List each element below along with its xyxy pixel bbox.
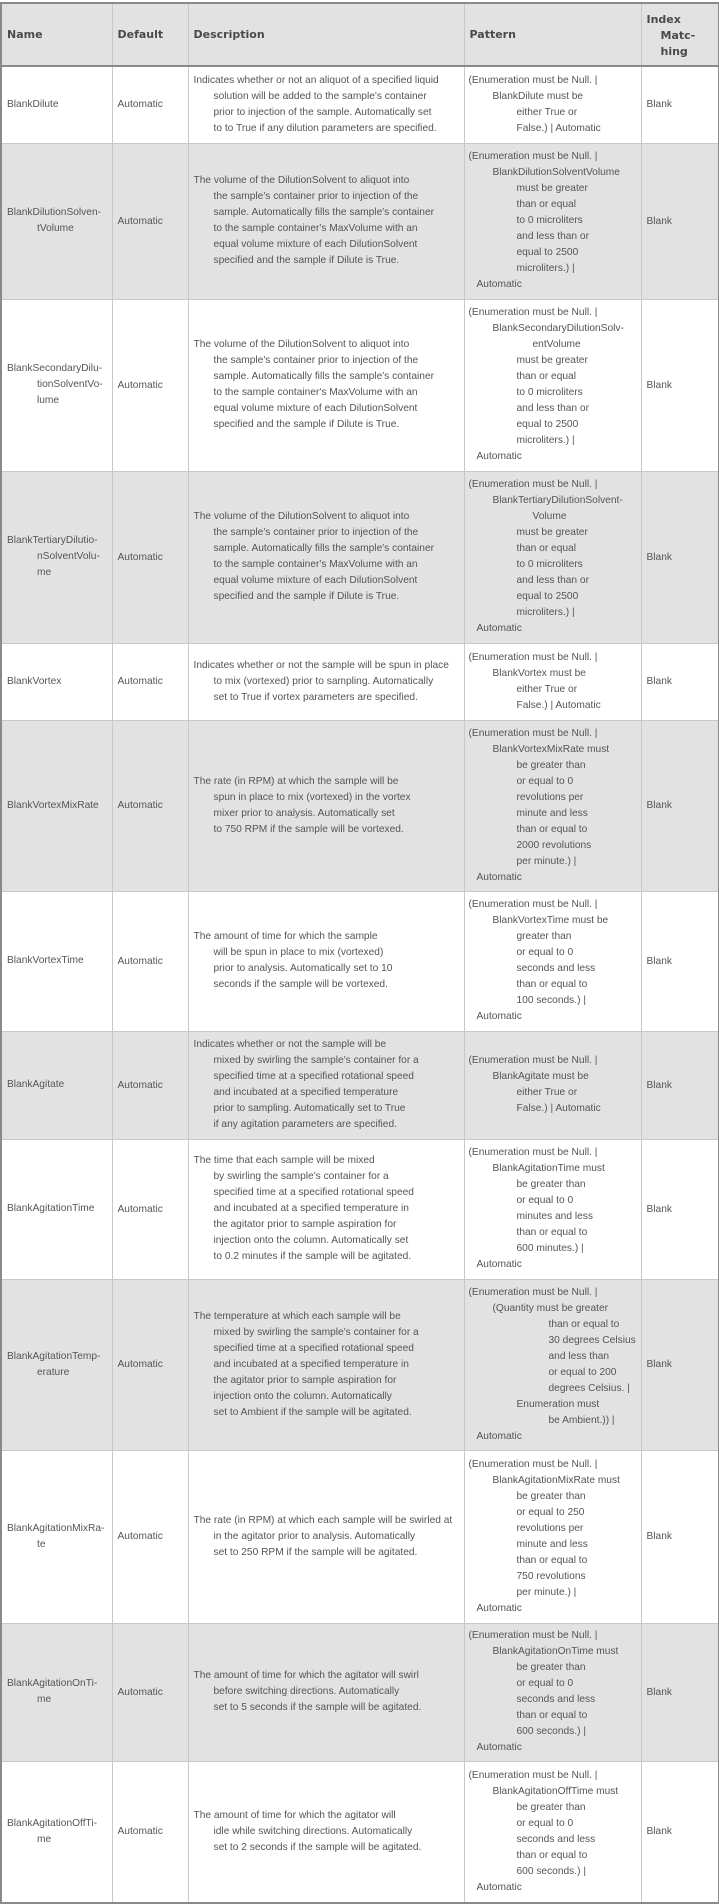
- cell-description: [188, 643, 464, 720]
- pattern-line: BlankSecondaryDilutionSolv-: [492, 323, 624, 334]
- description-line: The amount of time for which the sample: [193, 931, 378, 942]
- pattern-line: either True or: [516, 683, 578, 695]
- table-row: [1, 1139, 719, 1279]
- description-line: spun in place to mix (vortexed) in the vortex: [213, 791, 411, 803]
- cell-default: Automatic: [112, 471, 188, 643]
- description-line: Indicates whether or not an aliquot of a specified liquid: [193, 74, 439, 86]
- cell-description: [188, 471, 464, 643]
- pattern-line: (Enumeration must be Null. |: [468, 151, 598, 162]
- pattern-line: must be greater: [516, 183, 588, 194]
- pattern-line: to 0 microliters: [516, 215, 583, 226]
- pattern-line: Automatic: [476, 1881, 522, 1893]
- cell-pattern: [464, 66, 641, 143]
- cell-name: [1, 1139, 112, 1279]
- header-name: Name: [1, 3, 112, 66]
- name-line: me: [37, 1833, 52, 1845]
- description-line: mixed by swirling the sample's container for a: [213, 1326, 419, 1338]
- description-line: to the sample container's MaxVolume with an: [213, 223, 418, 234]
- pattern-line: to 0 microliters: [516, 559, 583, 570]
- pattern-line: BlankVortexTime must be: [492, 915, 609, 926]
- pattern-line: BlankAgitationOnTime must: [492, 1646, 619, 1657]
- cell-name: [1, 1761, 112, 1903]
- header-index-matching-line: hing: [660, 44, 688, 58]
- cell-pattern: [464, 720, 641, 891]
- pattern-line: be greater than: [516, 759, 586, 771]
- description-line: set to True if vortex parameters are specified.: [213, 691, 418, 703]
- description-line: specified time at a specified rotational speed: [213, 1187, 414, 1198]
- cell-index-matching: Blank: [641, 1761, 719, 1903]
- pattern-line: seconds and less: [516, 1833, 596, 1845]
- description-line: to to True if any dilution parameters are specified.: [213, 122, 437, 134]
- description-line: sample. Automatically fills the sample's container: [213, 371, 435, 382]
- pattern-line: (Enumeration must be Null. |: [468, 651, 598, 663]
- description-line: Indicates whether or not the sample will be spun in place: [193, 659, 449, 671]
- table-row: [1, 471, 719, 643]
- cell-default: Automatic: [112, 1279, 188, 1450]
- table-row: [1, 1031, 719, 1139]
- name-line: BlankAgitate: [7, 1079, 65, 1090]
- cell-description: [188, 1623, 464, 1761]
- cell-default: Automatic: [112, 143, 188, 299]
- name-line: BlankTertiaryDilutio-: [7, 535, 98, 546]
- cell-description: [188, 1279, 464, 1450]
- description-line: to 0.2 minutes if the sample will be agitated.: [213, 1251, 412, 1262]
- pattern-line: (Enumeration must be Null. |: [468, 1286, 598, 1298]
- cell-pattern: [464, 1031, 641, 1139]
- cell-name: [1, 720, 112, 891]
- pattern-line: either True or: [516, 1087, 578, 1098]
- pattern-line: be Ambient.)) |: [548, 1414, 615, 1426]
- pattern-line: (Enumeration must be Null. |: [468, 727, 598, 739]
- description-line: the sample's container prior to injection of the: [213, 527, 419, 538]
- cell-index-matching: Blank: [641, 66, 719, 143]
- header-index-matching-line: Matc-: [660, 28, 696, 42]
- pattern-line: than or equal: [516, 543, 576, 554]
- options-table: [0, 2, 719, 1904]
- pattern-line: minute and less: [516, 807, 588, 819]
- pattern-line: 750 revolutions: [516, 1570, 586, 1582]
- pattern-line: or equal to 250: [516, 1506, 585, 1518]
- description-line: The time that each sample will be mixed: [193, 1155, 375, 1166]
- pattern-line: 30 degrees Celsius: [548, 1334, 636, 1346]
- table-row: [1, 143, 719, 299]
- description-line: the sample's container prior to injection of the: [213, 191, 419, 202]
- cell-index-matching: Blank: [641, 1279, 719, 1450]
- cell-name: [1, 471, 112, 643]
- pattern-line: equal to 2500: [516, 247, 579, 258]
- pattern-line: Automatic: [476, 1430, 522, 1442]
- pattern-line: be greater than: [516, 1801, 586, 1813]
- cell-description: [188, 1139, 464, 1279]
- pattern-line: 2000 revolutions: [516, 839, 592, 851]
- table-row: [1, 891, 719, 1031]
- table-row: [1, 1761, 719, 1903]
- cell-pattern: [464, 1450, 641, 1623]
- cell-index-matching: Blank: [641, 1031, 719, 1139]
- pattern-line: 600 minutes.) |: [516, 1243, 584, 1254]
- cell-pattern: [464, 471, 641, 643]
- pattern-line: Automatic: [476, 1742, 522, 1753]
- name-line: BlankAgitationOnTi-: [7, 1678, 98, 1689]
- pattern-line: than or equal to: [516, 1710, 588, 1721]
- description-line: specified time at a specified rotational speed: [213, 1071, 414, 1082]
- description-line: idle while switching directions. Automatically: [213, 1825, 413, 1837]
- cell-name: [1, 643, 112, 720]
- description-line: The rate (in RPM) at which the sample will be: [193, 775, 399, 787]
- description-line: by swirling the sample's container for a: [213, 1171, 389, 1182]
- name-line: BlankAgitationOffTi-: [7, 1817, 98, 1829]
- pattern-line: Automatic: [476, 451, 522, 462]
- pattern-line: microliters.) |: [516, 263, 575, 274]
- cell-default: Automatic: [112, 1450, 188, 1623]
- cell-description: [188, 891, 464, 1031]
- pattern-line: minutes and less: [516, 1211, 593, 1222]
- pattern-line: than or equal to: [548, 1318, 620, 1330]
- cell-description: [188, 1761, 464, 1903]
- description-line: The temperature at which each sample will be: [193, 1310, 401, 1322]
- description-line: set to Ambient if the sample will be agitated.: [213, 1406, 412, 1418]
- pattern-line: Enumeration must: [516, 1398, 600, 1410]
- pattern-line: to 0 microliters: [516, 387, 583, 398]
- description-line: specified and the sample if Dilute is True.: [213, 419, 400, 430]
- pattern-line: (Enumeration must be Null. |: [468, 1147, 598, 1158]
- pattern-line: Automatic: [476, 871, 522, 883]
- pattern-line: equal to 2500: [516, 419, 579, 430]
- name-line: erature: [37, 1366, 70, 1378]
- pattern-line: False.) | Automatic: [516, 1103, 601, 1114]
- pattern-line: equal to 2500: [516, 591, 579, 602]
- description-line: The amount of time for which the agitator will swirl: [193, 1670, 419, 1681]
- description-line: equal volume mixture of each DilutionSolvent: [213, 239, 418, 250]
- pattern-line: must be greater: [516, 355, 588, 366]
- pattern-line: (Enumeration must be Null. |: [468, 899, 598, 910]
- description-line: The volume of the DilutionSolvent to aliquot into: [193, 511, 410, 522]
- pattern-line: BlankAgitationOffTime must: [492, 1785, 619, 1797]
- description-line: set to 5 seconds if the sample will be agitated.: [213, 1702, 422, 1713]
- description-line: specified and the sample if Dilute is True.: [213, 255, 400, 266]
- cell-default: Automatic: [112, 643, 188, 720]
- name-line: BlankAgitationTime: [7, 1203, 95, 1214]
- table-row: [1, 720, 719, 891]
- pattern-line: (Enumeration must be Null. |: [468, 307, 598, 318]
- description-line: and incubated at a specified temperature in: [213, 1358, 409, 1370]
- pattern-line: seconds and less: [516, 1694, 596, 1705]
- description-line: mixed by swirling the sample's container for a: [213, 1055, 419, 1066]
- pattern-line: 100 seconds.) |: [516, 995, 586, 1006]
- name-line: tVolume: [37, 223, 74, 234]
- cell-pattern: [464, 1623, 641, 1761]
- description-line: injection onto the column. Automatically set: [213, 1235, 409, 1246]
- description-line: seconds if the sample will be vortexed.: [213, 979, 388, 990]
- description-line: to the sample container's MaxVolume with an: [213, 559, 418, 570]
- pattern-line: BlankVortexMixRate must: [492, 743, 610, 755]
- description-line: the agitator prior to sample aspiration for: [213, 1219, 397, 1230]
- pattern-line: microliters.) |: [516, 607, 575, 618]
- cell-pattern: [464, 643, 641, 720]
- description-line: set to 250 RPM if the sample will be agitated.: [213, 1546, 418, 1558]
- pattern-line: 600 seconds.) |: [516, 1726, 586, 1737]
- description-line: The amount of time for which the agitator will: [193, 1809, 396, 1821]
- description-line: specified and the sample if Dilute is True.: [213, 591, 400, 602]
- cell-name: [1, 66, 112, 143]
- pattern-line: Automatic: [476, 1259, 522, 1270]
- cell-name: [1, 1450, 112, 1623]
- name-line: me: [37, 567, 52, 578]
- name-line: lume: [37, 395, 60, 406]
- pattern-line: than or equal to: [516, 1849, 588, 1861]
- pattern-line: microliters.) |: [516, 435, 575, 446]
- description-line: mixer prior to analysis. Automatically set: [213, 807, 395, 819]
- cell-name: [1, 143, 112, 299]
- name-line: te: [37, 1538, 46, 1550]
- cell-description: [188, 143, 464, 299]
- pattern-line: than or equal to: [516, 1554, 588, 1566]
- cell-default: Automatic: [112, 1139, 188, 1279]
- name-line: BlankSecondaryDilu-: [7, 363, 103, 374]
- cell-index-matching: Blank: [641, 720, 719, 891]
- pattern-line: or equal to 0: [516, 1195, 574, 1206]
- pattern-line: (Enumeration must be Null. |: [468, 1055, 598, 1066]
- cell-index-matching: Blank: [641, 891, 719, 1031]
- cell-index-matching: Blank: [641, 299, 719, 471]
- description-line: the sample's container prior to injection of the: [213, 355, 419, 366]
- description-line: sample. Automatically fills the sample's container: [213, 543, 435, 554]
- pattern-line: BlankDilute must be: [492, 90, 584, 102]
- pattern-line: or equal to 0: [516, 1817, 574, 1829]
- pattern-line: False.) | Automatic: [516, 699, 601, 711]
- cell-index-matching: Blank: [641, 1450, 719, 1623]
- description-line: before switching directions. Automatically: [213, 1686, 400, 1697]
- pattern-line: greater than: [516, 931, 572, 942]
- pattern-line: or equal to 200: [548, 1366, 617, 1378]
- name-line: BlankDilute: [7, 98, 59, 110]
- pattern-line: revolutions per: [516, 1522, 584, 1534]
- pattern-line: Volume: [532, 511, 567, 522]
- description-line: to the sample container's MaxVolume with an: [213, 387, 418, 398]
- name-line: tionSolventVo-: [37, 379, 103, 390]
- name-line: me: [37, 1694, 52, 1705]
- pattern-line: than or equal: [516, 199, 576, 210]
- cell-pattern: [464, 299, 641, 471]
- cell-pattern: [464, 891, 641, 1031]
- pattern-line: be greater than: [516, 1662, 586, 1673]
- cell-default: Automatic: [112, 299, 188, 471]
- description-line: injection onto the column. Automatically: [213, 1390, 392, 1402]
- description-line: sample. Automatically fills the sample's container: [213, 207, 435, 218]
- pattern-line: or equal to 0: [516, 947, 574, 958]
- pattern-line: and less than or: [516, 231, 589, 242]
- cell-pattern: [464, 1279, 641, 1450]
- header-index-matching-line: Index: [646, 12, 681, 26]
- description-line: prior to analysis. Automatically set to 10: [213, 963, 393, 974]
- pattern-line: minute and less: [516, 1538, 588, 1550]
- pattern-line: Automatic: [476, 1011, 522, 1022]
- table-row: [1, 1450, 719, 1623]
- cell-index-matching: Blank: [641, 643, 719, 720]
- pattern-line: than or equal to: [516, 1227, 588, 1238]
- header-index-matching: [641, 3, 719, 66]
- table-row: [1, 66, 719, 143]
- description-line: and incubated at a specified temperature in: [213, 1203, 409, 1214]
- pattern-line: BlankAgitationTime must: [492, 1163, 605, 1174]
- pattern-line: (Enumeration must be Null. |: [468, 1769, 598, 1781]
- cell-pattern: [464, 1139, 641, 1279]
- pattern-line: BlankDilutionSolventVolume: [492, 167, 620, 178]
- table-row: [1, 1279, 719, 1450]
- pattern-line: 600 seconds.) |: [516, 1865, 586, 1877]
- description-line: solution will be added to the sample's container: [213, 90, 427, 102]
- pattern-line: (Quantity must be greater: [492, 1302, 609, 1314]
- cell-name: [1, 891, 112, 1031]
- pattern-line: BlankTertiaryDilutionSolvent-: [492, 495, 623, 506]
- pattern-line: entVolume: [532, 339, 581, 350]
- pattern-line: BlankAgitationMixRate must: [492, 1474, 620, 1486]
- pattern-line: and less than or: [516, 575, 589, 586]
- name-line: nSolventVolu-: [37, 551, 100, 562]
- cell-default: Automatic: [112, 720, 188, 891]
- name-line: BlankAgitationTemp-: [7, 1350, 101, 1362]
- pattern-line: must be greater: [516, 527, 588, 538]
- pattern-line: be greater than: [516, 1490, 586, 1502]
- table-row: [1, 643, 719, 720]
- pattern-line: per minute.) |: [516, 1586, 577, 1598]
- description-line: and incubated at a specified temperature: [213, 1087, 399, 1098]
- cell-index-matching: Blank: [641, 143, 719, 299]
- pattern-line: and less than: [548, 1350, 610, 1362]
- cell-description: [188, 299, 464, 471]
- pattern-line: than or equal: [516, 371, 576, 382]
- pattern-line: Automatic: [476, 623, 522, 634]
- pattern-line: or equal to 0: [516, 775, 574, 787]
- description-line: in the agitator prior to analysis. Automatically: [213, 1530, 416, 1542]
- description-line: to mix (vortexed) prior to sampling. Automatically: [213, 675, 434, 687]
- cell-name: [1, 299, 112, 471]
- pattern-line: False.) | Automatic: [516, 122, 601, 134]
- pattern-line: revolutions per: [516, 791, 584, 803]
- pattern-line: (Enumeration must be Null. |: [468, 74, 598, 86]
- cell-pattern: [464, 143, 641, 299]
- cell-name: [1, 1031, 112, 1139]
- name-line: BlankVortexMixRate: [7, 799, 99, 811]
- cell-name: [1, 1623, 112, 1761]
- description-line: prior to sampling. Automatically set to True: [213, 1103, 406, 1114]
- pattern-line: than or equal to: [516, 979, 588, 990]
- cell-description: [188, 720, 464, 891]
- pattern-line: either True or: [516, 106, 578, 118]
- pattern-line: be greater than: [516, 1179, 586, 1190]
- cell-index-matching: Blank: [641, 1623, 719, 1761]
- header-row: [1, 3, 719, 66]
- table-row: [1, 299, 719, 471]
- pattern-line: (Enumeration must be Null. |: [468, 1458, 598, 1470]
- cell-default: Automatic: [112, 66, 188, 143]
- name-line: BlankDilutionSolven-: [7, 207, 102, 218]
- cell-default: Automatic: [112, 1761, 188, 1903]
- description-line: the agitator prior to sample aspiration for: [213, 1374, 397, 1386]
- cell-description: [188, 1031, 464, 1139]
- name-line: BlankVortex: [7, 675, 62, 687]
- pattern-line: degrees Celsius. |: [548, 1382, 630, 1394]
- description-line: The volume of the DilutionSolvent to aliquot into: [193, 339, 410, 350]
- description-line: will be spun in place to mix (vortexed): [213, 947, 384, 958]
- name-line: BlankVortexTime: [7, 955, 84, 966]
- description-line: Indicates whether or not the sample will be: [193, 1039, 387, 1050]
- pattern-line: than or equal to: [516, 823, 588, 835]
- table-header: [1, 3, 719, 66]
- table-body: [1, 66, 719, 1903]
- pattern-line: BlankAgitate must be: [492, 1071, 589, 1082]
- cell-pattern: [464, 1761, 641, 1903]
- description-line: set to 2 seconds if the sample will be agitated.: [213, 1841, 422, 1853]
- table-row: [1, 1623, 719, 1761]
- pattern-line: and less than or: [516, 403, 589, 414]
- pattern-line: Automatic: [476, 279, 522, 290]
- header-description: Description: [188, 3, 464, 66]
- cell-name: [1, 1279, 112, 1450]
- pattern-line: per minute.) |: [516, 855, 577, 867]
- description-line: equal volume mixture of each DilutionSolvent: [213, 575, 418, 586]
- cell-index-matching: Blank: [641, 471, 719, 643]
- cell-default: Automatic: [112, 1623, 188, 1761]
- description-line: The volume of the DilutionSolvent to aliquot into: [193, 175, 410, 186]
- description-line: if any agitation parameters are specified.: [213, 1119, 397, 1130]
- cell-index-matching: Blank: [641, 1139, 719, 1279]
- cell-default: Automatic: [112, 891, 188, 1031]
- description-line: equal volume mixture of each DilutionSolvent: [213, 403, 418, 414]
- pattern-line: (Enumeration must be Null. |: [468, 1630, 598, 1641]
- header-default: Default: [112, 3, 188, 66]
- description-line: specified time at a specified rotational speed: [213, 1342, 414, 1354]
- cell-default: Automatic: [112, 1031, 188, 1139]
- pattern-line: Automatic: [476, 1602, 522, 1614]
- description-line: The rate (in RPM) at which each sample will be swirled at: [193, 1514, 453, 1526]
- pattern-line: seconds and less: [516, 963, 596, 974]
- name-line: BlankAgitationMixRa-: [7, 1522, 105, 1534]
- description-line: prior to injection of the sample. Automatically set: [213, 106, 432, 118]
- header-pattern: Pattern: [464, 3, 641, 66]
- cell-description: [188, 1450, 464, 1623]
- pattern-line: BlankVortex must be: [492, 667, 586, 679]
- pattern-line: (Enumeration must be Null. |: [468, 479, 598, 490]
- description-line: to 750 RPM if the sample will be vortexed.: [213, 823, 404, 835]
- cell-description: [188, 66, 464, 143]
- pattern-line: or equal to 0: [516, 1678, 574, 1689]
